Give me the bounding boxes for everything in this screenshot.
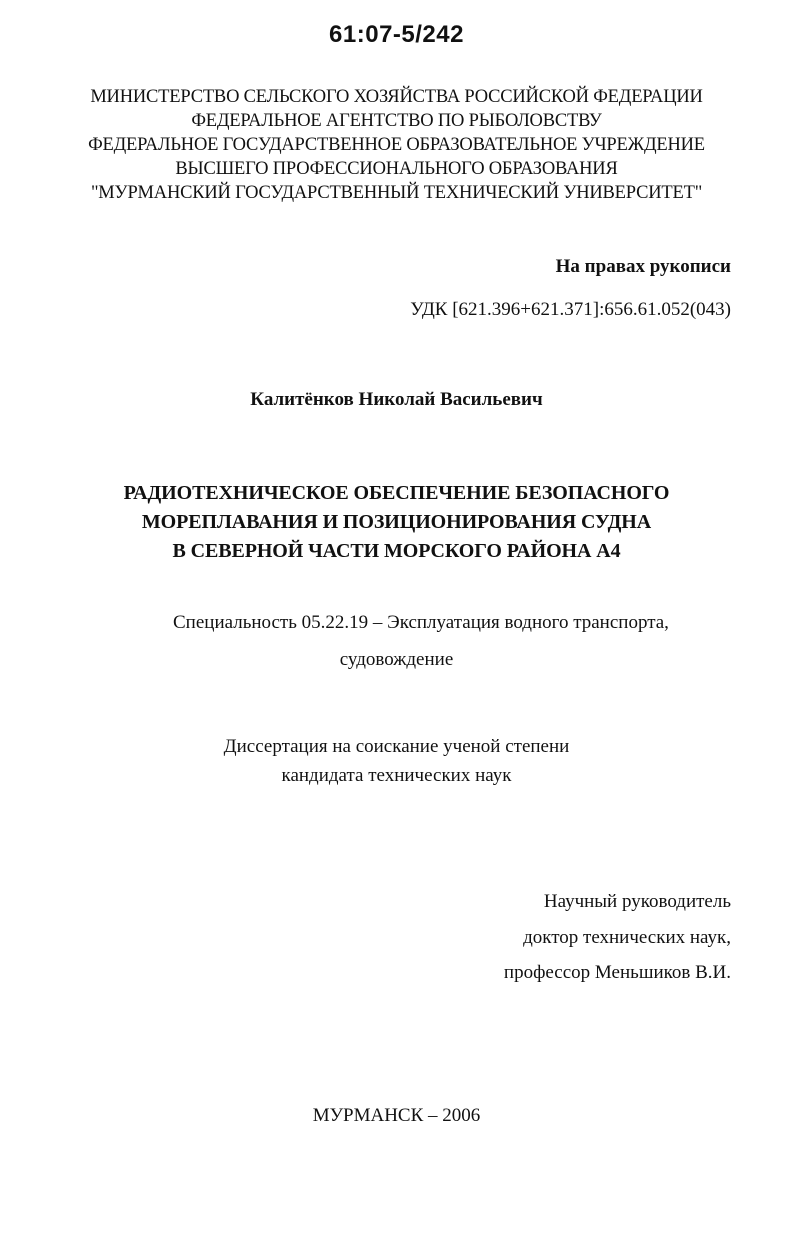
supervisor-line-1: Научный руководитель	[543, 891, 731, 912]
organization-line-agency: ФЕДЕРАЛЬНОЕ АГЕНТСТВО ПО РЫБОЛОВСТВУ	[191, 111, 602, 131]
title-line-1: РАДИОТЕХНИЧЕСКОЕ ОБЕСПЕЧЕНИЕ БЕЗОПАСНОГО	[123, 482, 670, 504]
organization-line-university: "МУРМАНСКИЙ ГОСУДАРСТВЕННЫЙ ТЕХНИЧЕСКИЙ УНИВЕРСИТЕТ"	[90, 183, 703, 203]
specialty-line-1: Специальность 05.22.19 – Эксплуатация водного транспорта,	[173, 612, 669, 633]
degree-line-1: Диссертация на соискание ученой степени	[223, 736, 570, 757]
supervisor-line-3: профессор Меньшиков В.И.	[503, 962, 731, 983]
organization-line-institution: ФЕДЕРАЛЬНОЕ ГОСУДАРСТВЕННОЕ ОБРАЗОВАТЕЛЬНОЕ УЧРЕЖДЕНИЕ	[88, 135, 705, 155]
place-and-year: МУРМАНСК – 2006	[312, 1105, 481, 1126]
specialty-line-2: судовождение	[339, 649, 454, 670]
organization-line-ministry: МИНИСТЕРСТВО СЕЛЬСКОГО ХОЗЯЙСТВА РОССИЙСКОЙ ФЕДЕРАЦИИ	[90, 87, 703, 107]
udc-code: УДК [621.396+621.371]:656.61.052(043)	[410, 299, 731, 320]
archive-code: 61:07-5/242	[329, 21, 464, 48]
supervisor-line-2: доктор технических наук,	[523, 927, 731, 948]
title-line-2: МОРЕПЛАВАНИЯ И ПОЗИЦИОНИРОВАНИЯ СУДНА	[141, 511, 652, 533]
manuscript-rights-note: На правах рукописи	[555, 256, 731, 277]
title-line-3: В СЕВЕРНОЙ ЧАСТИ МОРСКОГО РАЙОНА А4	[172, 540, 621, 562]
author-name: Калитёнков Николай Васильевич	[250, 389, 543, 410]
organization-line-education: ВЫСШЕГО ПРОФЕССИОНАЛЬНОГО ОБРАЗОВАНИЯ	[175, 159, 618, 179]
degree-line-2: кандидата технических наук	[281, 765, 512, 786]
